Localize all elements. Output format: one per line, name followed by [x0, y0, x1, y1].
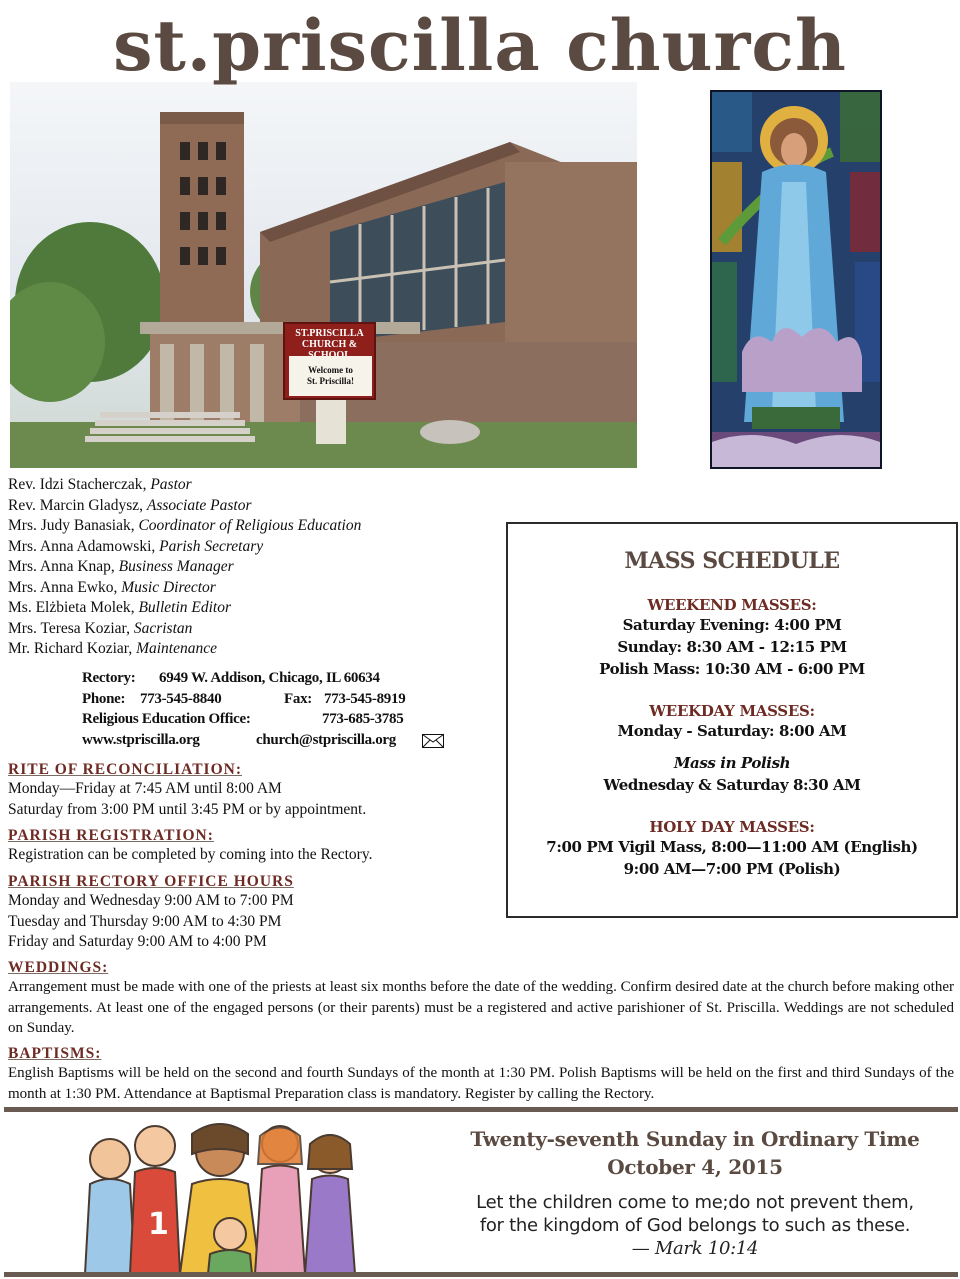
reconciliation-line: Saturday from 3:00 PM until 3:45 PM or by appointment.: [8, 800, 367, 818]
polish-mass-heading: Mass in Polish: [673, 754, 791, 772]
rectory-address: 6949 W. Addison, Chicago, IL 60634: [159, 670, 380, 686]
office-hours-line: Monday and Wednesday 9:00 AM to 7:00 PM: [8, 892, 294, 909]
svg-text:1: 1: [148, 1207, 169, 1242]
sunday-date: October 4, 2015: [607, 1155, 783, 1179]
religious-ed-label: Religious Education Office:: [82, 711, 251, 727]
baptisms-section: [8, 1044, 954, 1104]
weekday-mass-line: Monday - Saturday: 8:00 AM: [617, 722, 847, 740]
staff-row: Rev. Idzi Stacherczak, Pastor: [8, 476, 192, 493]
phone-label: Phone:: [82, 690, 126, 707]
scripture-verse: Let the children come to me;do not prevent them, for the kingdom of God belongs to such as these. — Mark 10:14: [440, 1191, 950, 1260]
reconciliation-section: [8, 760, 488, 820]
rectory-label: Rectory:: [82, 670, 136, 686]
weekend-mass-line: Sunday: 8:30 AM - 12:15 PM: [617, 638, 847, 656]
staff-row: Mrs. Anna Adamowski, Parish Secretary: [8, 537, 264, 555]
registration-heading: PARISH REGISTRATION:: [8, 827, 214, 844]
masthead-title: st.priscilla church: [113, 4, 847, 87]
office-hours-heading: PARISH RECTORY OFFICE HOURS: [8, 873, 294, 890]
staff-row: Ms. Elżbieta Molek, Bulletin Editor: [8, 599, 231, 616]
registration-line: Registration can be completed by coming into the Rectory.: [8, 846, 373, 863]
mass-schedule-title: MASS SCHEDULE: [624, 548, 840, 574]
phone-number: 773-545-8840: [140, 690, 222, 707]
divider-rule-top: [4, 1107, 958, 1112]
baptisms-heading: BAPTISMS:: [8, 1045, 102, 1062]
staff-row: Mrs. Teresa Koziar, Sacristan: [8, 619, 193, 637]
church-sign-title: ST.PRISCILLA CHURCH &: [295, 328, 364, 350]
staff-list: [8, 475, 478, 660]
staff-row: Mrs. Judy Banasiak, Coordinator of Religious Education: [8, 517, 362, 534]
staff-row: Rev. Marcin Gladysz, Associate Pastor: [8, 496, 252, 514]
contact-block: [82, 668, 462, 750]
church-photo: [10, 82, 637, 468]
weekend-mass-line: Saturday Evening: 4:00 PM: [622, 616, 842, 634]
fax-label: Fax:: [284, 690, 312, 707]
polish-mass-line: Wednesday & Saturday 8:30 AM: [603, 776, 861, 794]
reconciliation-line: Monday—Friday at 7:45 AM until 8:00 AM: [8, 780, 282, 797]
envelope-icon: [422, 734, 444, 748]
holy-day-mass-line: 7:00 PM Vigil Mass, 8:00—11:00 AM (English): [546, 838, 918, 856]
email-link[interactable]: church@stpriscilla.org: [256, 731, 396, 748]
scripture-reference: — Mark 10:14: [631, 1238, 759, 1259]
office-hours-line: Friday and Saturday 9:00 AM to 4:00 PM: [8, 933, 267, 950]
children-illustration: [80, 1114, 380, 1274]
church-sign: [283, 322, 376, 400]
staff-row: Mrs. Anna Knap, Business Manager: [8, 558, 234, 575]
fax-number: 773-545-8919: [324, 690, 406, 707]
church-sign-panel: Welcome to St. Priscilla!: [289, 356, 372, 396]
mass-schedule-box: [506, 522, 958, 918]
staff-row: Mr. Richard Koziar, Maintenance: [8, 640, 218, 657]
holy-day-mass-line: 9:00 AM—7:00 PM (Polish): [623, 860, 841, 878]
baptisms-body: English Baptisms will be held on the second and fourth Sundays of the month at 1:30 PM. Polish Baptisms will be held on the first and third Sundays of the month at 1:30 PM. Attendance at Baptismal Preparation class is mandatory. Register by calling the Rectory.: [8, 1065, 954, 1102]
staff-row: Mrs. Anna Ewko, Music Director: [8, 578, 216, 596]
weddings-body: Arrangement must be made with one of the priests at least six months before the date of the wedding. Confirm desired date at the church before making other arrangements. At least one of the engaged persons (or their parents) must be a registered and active parishioner of St. Priscilla. Weddings are not scheduled on Sunday.: [8, 979, 954, 1036]
divider-rule-bottom: [4, 1272, 958, 1277]
weddings-heading: WEDDINGS:: [8, 959, 109, 976]
weekend-mass-line: Polish Mass: 10:30 AM - 6:00 PM: [599, 660, 865, 678]
sunday-title: Twenty-seventh Sunday in Ordinary Time: [470, 1127, 920, 1151]
website-link[interactable]: www.stpriscilla.org: [82, 731, 200, 748]
sunday-block: [440, 1125, 950, 1260]
reconciliation-heading: RITE OF RECONCILIATION:: [8, 761, 242, 778]
office-hours-section: [8, 872, 488, 953]
registration-section: [8, 826, 488, 866]
office-hours-line: Tuesday and Thursday 9:00 AM to 4:30 PM: [8, 912, 282, 930]
weddings-section: [8, 958, 954, 1039]
weekday-masses-heading: WEEKDAY MASSES:: [649, 702, 815, 720]
holy-day-masses-heading: HOLY DAY MASSES:: [649, 818, 815, 836]
stained-glass-window-photo: [710, 90, 882, 469]
religious-ed-phone: 773-685-3785: [322, 711, 404, 727]
weekend-masses-heading: WEEKEND MASSES:: [647, 596, 817, 614]
